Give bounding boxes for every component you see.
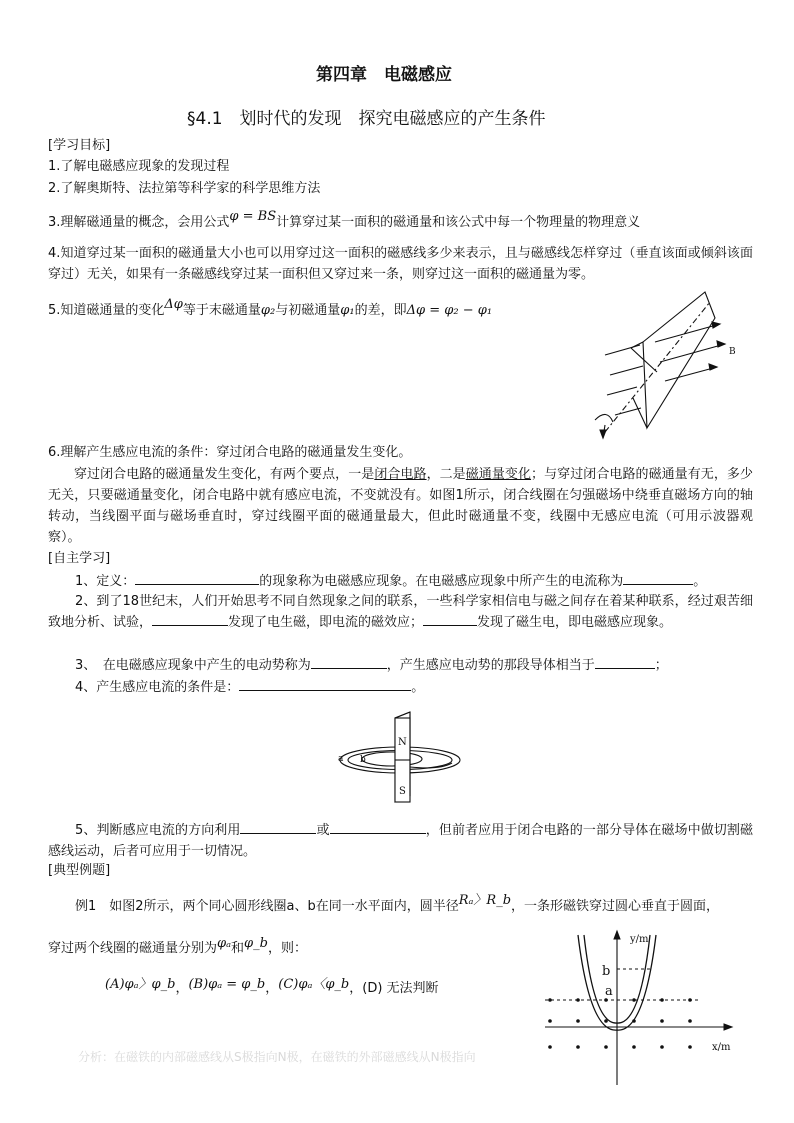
ex1-text-d: ，则：	[267, 941, 307, 956]
q5-text-c: ，但前者应用于闭合电路的一部分导体在磁场中做切割磁感线运动，后者可应用于一切情况。	[48, 823, 753, 859]
q3-text-b: ，产生感应电动势的那段导体相当于	[386, 658, 595, 673]
option-sep-3: ，	[349, 981, 363, 996]
formula-phi-bs: φ = BS	[229, 209, 277, 224]
formula-delta-phi: Δφ = φ₂ − φ₁	[406, 303, 493, 318]
option-a[interactable]: (A)φₐ〉φ_b	[105, 977, 176, 992]
q3-blank-1[interactable]	[311, 656, 387, 669]
option-b[interactable]: (B)φₐ = φ_b	[188, 977, 266, 992]
ex1-and: 和	[231, 941, 245, 956]
q5-text-a: 5、判断感应电流的方向利用	[75, 823, 241, 838]
explanation-paragraph	[48, 464, 753, 548]
q4-text-a: 4、产生感应电流的条件是：	[75, 680, 240, 695]
chapter-title: 第四章 电磁感应	[316, 65, 452, 85]
section-title: §4.1 划时代的发现 探究电磁感应的产生条件	[187, 109, 546, 129]
phi-a-symbol: φₐ	[217, 936, 231, 951]
example-1-line-1	[75, 893, 720, 916]
objective-item-2: 2.了解奥斯特、法拉第等科学家的科学思维方法	[48, 181, 321, 196]
fig1-label-b: B	[729, 347, 736, 357]
question-4	[75, 678, 424, 697]
fig3-label-b: b	[602, 964, 611, 979]
option-c[interactable]: (C)φₐ〈φ_b	[278, 977, 350, 992]
q1-blank-1[interactable]	[135, 572, 259, 585]
objective-item-5-text-c: 与初磁通量	[275, 303, 341, 318]
q2-blank-1[interactable]	[152, 613, 228, 626]
objective-item-5-text-d: 的差，即	[354, 303, 407, 318]
analysis-text: 分析：在磁铁的内部磁感线从S极指向N极，在磁铁的外部磁感线从N极指向	[78, 1050, 476, 1064]
objective-item-3-text-a: 3.理解磁通量的概念，会用公式	[48, 215, 230, 230]
q4-text-b: 。	[411, 680, 425, 695]
q1-blank-2[interactable]	[623, 572, 693, 585]
figure-rotating-coil	[585, 280, 745, 440]
q1-text-a: 1、定义：	[75, 574, 136, 589]
q5-blank-2[interactable]	[330, 821, 426, 834]
explanation-text-c: ；与穿过闭合电路的磁通量有无，多少无关，只要磁通量变化，闭合电路中就有感应电流，不变就没有。如图1所示，闭合线圈在匀强磁场中绕垂直磁场方向的轴转动，当线圈平面与磁场垂直时，穿过线圈平面的磁通量最大，但此时磁通量不变，线圈中无感应电流（可用示波器观察）。	[48, 467, 753, 545]
phi1-symbol: φ₁	[340, 303, 355, 318]
question-5	[48, 820, 753, 862]
objective-item-1: 1.了解电磁感应现象的发现过程	[48, 159, 230, 174]
objective-item-3-text-b: 计算穿过某一面积的磁通量和该公式中每一个物理量的物理意义	[276, 215, 641, 230]
q4-blank-1[interactable]	[239, 678, 411, 691]
option-sep-1: ，	[175, 981, 189, 996]
fig3-label-a: a	[605, 984, 613, 999]
examples-heading: [典型例题]	[48, 863, 111, 878]
figure-magnet-coils	[330, 708, 470, 808]
question-2	[48, 591, 753, 633]
objective-item-4: 4.知道穿过某一面积的磁通量大小也可以用穿过这一面积的磁感线多少来表示，且与磁感线怎样穿过（垂直该面或倾斜该面穿过）无关，如果有一条磁感线穿过某一面积但又穿过来一条，则穿过这一面积的磁通量为零。	[48, 246, 753, 282]
q1-text-b: 的现象称为电磁感应现象。在电磁感应现象中所产生的电流称为	[259, 574, 624, 589]
fig2-label-b: b	[360, 755, 366, 765]
objective-item-5-text-a: 5.知道磁通量的变化	[48, 303, 165, 318]
question-1	[75, 572, 706, 591]
explanation-text-b: ，二是	[426, 467, 466, 482]
underlined-flux-change: 磁通量变化	[465, 467, 532, 482]
radius-inequality: Rₐ〉R_b	[458, 893, 512, 908]
example-1-line-2	[48, 936, 307, 958]
objective-item-6: 6.理解产生感应电流的条件：穿过闭合电路的磁通量发生变化。	[48, 445, 412, 460]
q3-text-c: ；	[654, 658, 668, 673]
fig3-x-label: x/m	[712, 1042, 731, 1053]
q5-blank-1[interactable]	[240, 821, 316, 834]
ex1-text-a: 例1 如图2所示，两个同心圆形线圈a、b在同一水平面内，圆半径	[75, 899, 459, 914]
q3-text-a: 3、 在电磁感应现象中产生的电动势称为	[75, 658, 311, 673]
fig2-label-a: a	[338, 754, 344, 764]
q5-text-b: 或	[316, 823, 330, 838]
ex1-text-c: 穿过两个线圈的磁通量分别为	[48, 941, 218, 956]
fig2-label-n: N	[398, 737, 407, 748]
q1-text-c: 。	[693, 574, 707, 589]
q3-blank-2[interactable]	[595, 656, 655, 669]
fig3-y-label: y/m	[630, 934, 649, 945]
explanation-text-a: 穿过闭合电路的磁通量发生变化，有两个要点，一是	[74, 467, 375, 482]
question-3	[75, 656, 668, 675]
delta-phi-symbol: Δφ	[164, 297, 183, 312]
phi2-symbol: φ₂	[260, 303, 276, 318]
option-sep-2: ，	[265, 981, 279, 996]
objective-item-5	[48, 297, 493, 320]
objective-item-3	[48, 209, 641, 232]
option-d[interactable]: (D) 无法判断	[362, 981, 439, 996]
objective-item-5-text-b: 等于末磁通量	[182, 303, 261, 318]
q2-text-c: 发现了磁生电，即电磁感应现象。	[477, 615, 673, 630]
figure-parabola-field	[540, 925, 745, 1090]
q2-blank-2[interactable]	[423, 613, 477, 626]
ex1-text-b: ，一条形磁铁穿过圆心垂直于圆面，	[511, 899, 720, 914]
example-1-options	[105, 977, 439, 998]
fig2-label-s: S	[399, 786, 406, 797]
q2-text-b: 发现了电生磁，即电流的磁效应；	[228, 615, 424, 630]
self-study-heading: [自主学习]	[48, 551, 111, 566]
q2-text-a: 2、到了18世纪末，人们开始思考不同自然现象之间的联系，一些科学家相信电与磁之间存在着某种联系，经过艰苦细致地分析、试验，	[48, 594, 753, 630]
objectives-heading: [学习目标]	[48, 138, 111, 153]
phi-b-symbol: φ_b	[244, 936, 268, 951]
underlined-closed-circuit: 闭合电路	[374, 467, 427, 482]
